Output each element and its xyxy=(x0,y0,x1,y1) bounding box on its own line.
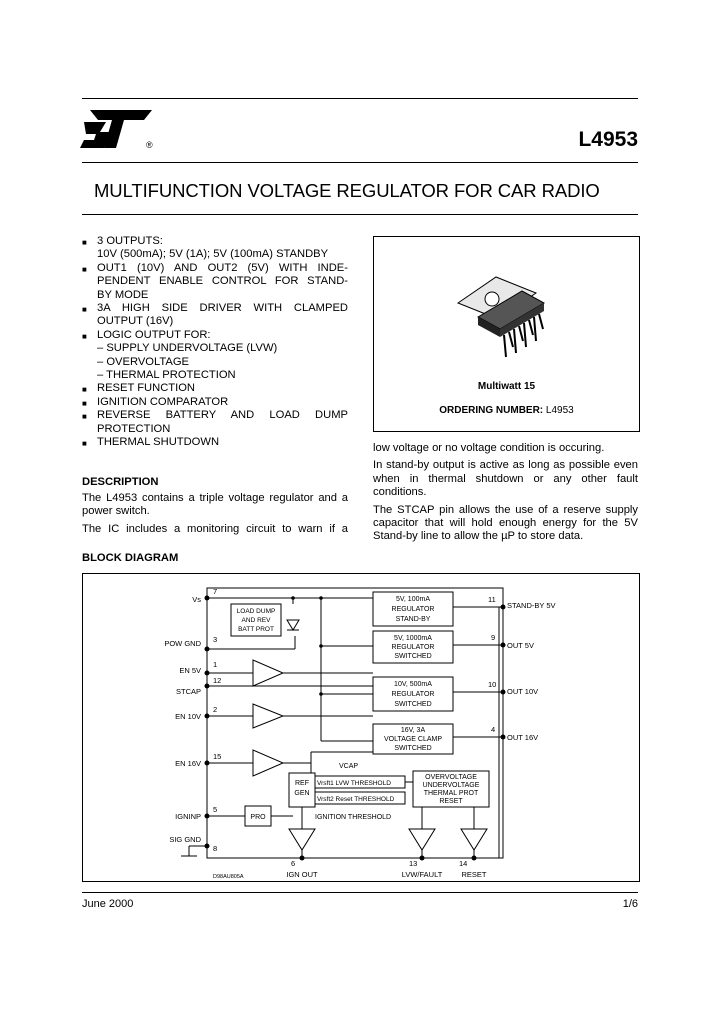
block-text: OVERVOLTAGE xyxy=(425,774,477,781)
description-paragraph: The IC includes a monitoring circuit to warn if a xyxy=(82,522,348,535)
block-text: AND REV xyxy=(241,617,271,624)
description-heading: DESCRIPTION xyxy=(82,476,159,488)
top-rule xyxy=(82,98,638,99)
pin-number: 8 xyxy=(213,844,218,853)
feature-item: ■ REVERSE BATTERY AND LOAD DUMP PROTECTION xyxy=(82,409,348,435)
pin-number: 11 xyxy=(488,595,496,604)
body-paragraph: The STCAP pin allows the use of a reserve supply capacitor that will hold enough energy for the 5V Stand-by line to allow the µP to store data. xyxy=(373,503,638,543)
pin-number: 7 xyxy=(213,587,218,596)
block-text: BATT PROT xyxy=(238,626,274,633)
feature-item: ■ 3 OUTPUTS: 10V (500mA); 5V (1A); 5V (100mA) STANDBY xyxy=(82,235,329,261)
threshold-label: Vrsft1 LVW THRESHOLD xyxy=(317,780,391,787)
block-text: LOAD DUMP xyxy=(236,608,276,615)
pin-number: 6 xyxy=(291,859,296,868)
block-text: VOLTAGE CLAMP xyxy=(383,736,443,743)
description-paragraph: The L4953 contains a triple voltage regulator and a power switch. xyxy=(82,492,348,518)
block-text: SWITCHED xyxy=(394,653,432,660)
block-diagram-heading: BLOCK DIAGRAM xyxy=(82,552,179,564)
pin-label-standby: STAND-BY 5V xyxy=(507,601,556,610)
pin-label-out5v: OUT 5V xyxy=(507,641,534,650)
block-text: 10V, 500mA xyxy=(394,681,432,688)
pin-label-out10v: OUT 10V xyxy=(507,687,539,696)
registered-mark: ® xyxy=(146,140,153,150)
block-text: UNDERVOLTAGE xyxy=(422,782,480,789)
block-text: 5V, 1000mA xyxy=(394,635,432,642)
body-paragraph: In stand-by output is active as long as possible even when in thermal shutdown or any other fault conditions. xyxy=(373,459,638,499)
pin-number: 1 xyxy=(213,660,218,669)
pin-label-pow-gnd: POW GND xyxy=(164,639,201,648)
block-text: REGULATOR xyxy=(391,606,435,613)
block-text: THERMAL PROT xyxy=(423,790,479,797)
pin-label-reset: RESET xyxy=(461,870,487,879)
multiwatt-package-icon xyxy=(374,237,639,377)
feature-item: ■ THERMAL SHUTDOWN xyxy=(82,436,220,449)
block-text: STAND-BY xyxy=(395,616,431,623)
vcap-label: VCAP xyxy=(339,763,359,770)
pin-number: 2 xyxy=(213,705,218,714)
page-number: 1/6 xyxy=(622,898,638,910)
block-text: RESET xyxy=(439,798,463,805)
package-box xyxy=(373,236,640,432)
body-paragraph: low voltage or no voltage condition is occuring. xyxy=(373,442,605,454)
pin-label-sig-gnd: SIG GND xyxy=(169,835,201,844)
document-title: MULTIFUNCTION VOLTAGE REGULATOR FOR CAR RADIO xyxy=(94,180,600,201)
footer-rule xyxy=(82,892,638,893)
feature-item: ■ OUT1 (10V) AND OUT2 (5V) WITH INDE- PENDENT ENABLE CONTROL FOR STAND- BY MODE xyxy=(82,261,348,301)
st-logo-icon xyxy=(80,104,154,152)
pin-label-vs: Vs xyxy=(192,595,201,604)
block-text: SWITCHED xyxy=(394,745,432,752)
block-text: 16V, 3A xyxy=(400,727,426,734)
pin-label-igninp: IGNINP xyxy=(175,812,201,821)
pin-label-lvw-fault: LVW/FAULT xyxy=(401,870,443,879)
pin-label-en5v: EN 5V xyxy=(179,666,201,675)
block-text: 5V, 100mA xyxy=(396,596,430,603)
block-text: REGULATOR xyxy=(391,644,435,651)
ordering-label: ORDERING NUMBER: xyxy=(439,405,544,416)
feature-item: ■ RESET FUNCTION xyxy=(82,382,195,395)
feature-item: ■ 3A HIGH SIDE DRIVER WITH CLAMPED OUTPUT (16V) xyxy=(82,302,348,328)
pin-label-out16v: OUT 16V xyxy=(507,733,539,742)
feature-item: ■ LOGIC OUTPUT FOR: – SUPPLY UNDERVOLTAGE (LVW) – OVERVOLTAGE – THERMAL PROTECTION xyxy=(82,328,278,382)
pin-label-stcap: STCAP xyxy=(175,687,201,696)
ignition-threshold-label: IGNITION THRESHOLD xyxy=(315,814,392,821)
pin-label-en16v: EN 16V xyxy=(175,759,201,768)
feature-item: ■ IGNITION COMPARATOR xyxy=(82,395,229,408)
block-text: REGULATOR xyxy=(391,691,435,698)
pin-number: 4 xyxy=(491,725,496,734)
pin-number: 14 xyxy=(459,859,468,868)
title-top-rule xyxy=(82,162,638,163)
ordering-value: L4953 xyxy=(545,405,574,416)
block-text: REF xyxy=(295,780,309,787)
pin-number: 13 xyxy=(409,859,418,868)
pin-label-en10v: EN 10V xyxy=(175,712,201,721)
package-name: Multiwatt 15 xyxy=(477,381,536,392)
pin-number: 10 xyxy=(488,680,497,689)
pin-number: 5 xyxy=(213,805,218,814)
pin-number: 15 xyxy=(213,752,222,761)
footer-date: June 2000 xyxy=(82,898,134,910)
block-diagram xyxy=(82,573,640,882)
block-text: PRO xyxy=(250,814,266,821)
ordering-number xyxy=(374,405,639,416)
pin-label-ign-out: IGN OUT xyxy=(286,870,318,879)
title-bottom-rule xyxy=(82,214,638,215)
block-text: SWITCHED xyxy=(394,701,432,708)
right-column-text xyxy=(373,442,638,548)
part-number: L4953 xyxy=(578,128,638,151)
pin-number: 12 xyxy=(213,676,222,685)
pin-number: 3 xyxy=(213,635,218,644)
block-text: GEN xyxy=(294,790,310,797)
pin-number: 9 xyxy=(491,633,496,642)
threshold-label: Vrsft2 Reset THRESHOLD xyxy=(317,796,395,803)
diagram-code: D98AU805A xyxy=(213,874,244,880)
description-text xyxy=(82,492,348,540)
features-list xyxy=(82,235,348,450)
